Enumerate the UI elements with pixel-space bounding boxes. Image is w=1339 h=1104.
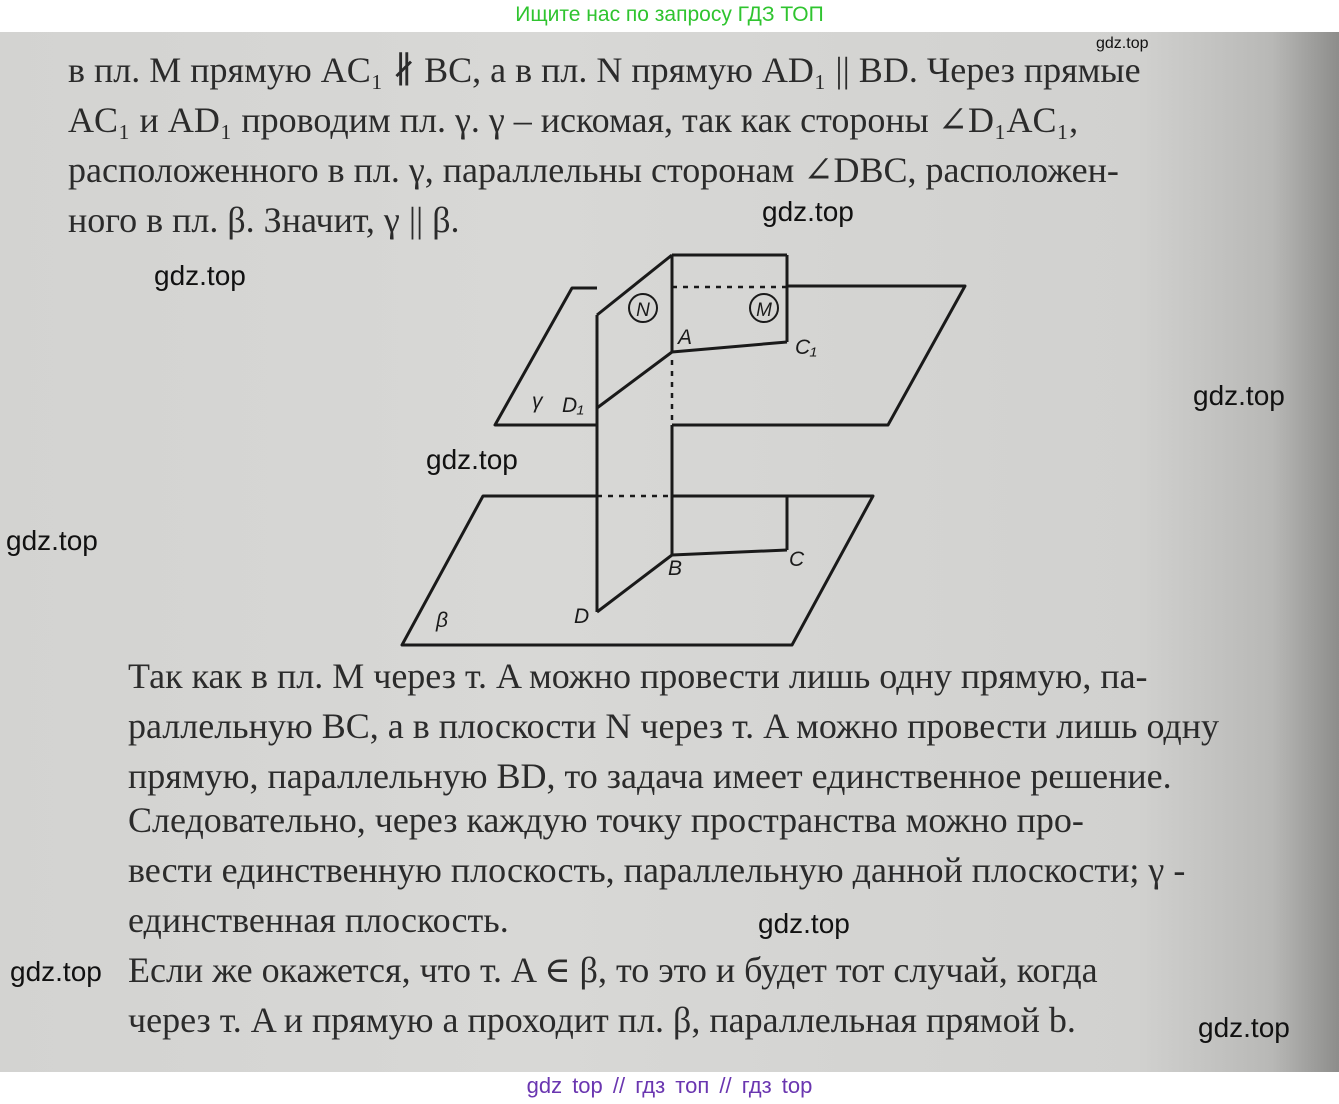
label-B: B [668,557,683,580]
paragraph-1 [68,45,1300,245]
paragraph-4 [68,945,1300,1045]
text-line: в пл. M прямую AC₁ ∦ BC, а в пл. N прямую AD₁ || BD. Через прямые [68,50,1141,90]
text-line: ного в пл. β. Значит, γ || β. [68,200,460,240]
plane-beta-left [402,496,597,645]
label-gamma: γ [532,390,543,413]
paragraph-3 [68,795,1300,945]
watermark: gdz.top [1193,380,1285,411]
label-C1: C₁ [795,336,817,359]
label-C: C [789,548,805,571]
text-line: вести единственную плоскость, параллельную данной плоскости; γ - [128,850,1186,890]
watermark: gdz.top [10,956,102,987]
label-D1: D₁ [562,394,584,417]
bottom-banner: gdz top // гдз топ // гдз top [0,1072,1339,1104]
watermark: gdz.top [154,260,246,291]
watermark: gdz.top [6,525,98,556]
watermark: gdz.top [762,196,854,227]
plane-gamma-right [672,286,965,425]
text-line: единственная плоскость. [128,900,509,940]
paragraph-2 [68,651,1300,801]
watermark: gdz.top [1096,35,1149,52]
label-N: N [636,300,650,321]
text-line: расположенного в пл. γ, параллельны сторонам ∠DBC, расположен- [68,150,1119,190]
text-line: Так как в пл. M через т. A можно провести лишь одну прямую, па- [128,656,1148,696]
text-line: раллельную BC, а в плоскости N через т. A можно провести лишь одну [128,706,1219,746]
text-line: через т. A и прямую a проходит пл. β, параллельная прямой b. [128,1000,1076,1040]
watermark: gdz.top [1198,1012,1290,1043]
label-M: M [756,300,772,321]
text-line: AC₁ и AD₁ проводим пл. γ. γ – искомая, так как стороны ∠D₁AC₁, [68,100,1079,140]
label-D: D [574,605,590,628]
plane-beta-right [597,496,873,645]
top-banner: Ищите нас по запросу ГДЗ ТОП [0,0,1339,32]
watermark: gdz.top [758,908,850,939]
label-A: A [678,326,693,349]
text-line: Следовательно, через каждую точку пространства можно про- [128,800,1084,840]
text-line: Если же окажется, что т. A ∈ β, то это и будет тот случай, когда [128,950,1098,990]
label-beta: β [436,609,448,632]
text-line: прямую, параллельную BD, то задача имеет единственное решение. [128,756,1172,796]
watermark: gdz.top [426,444,518,475]
